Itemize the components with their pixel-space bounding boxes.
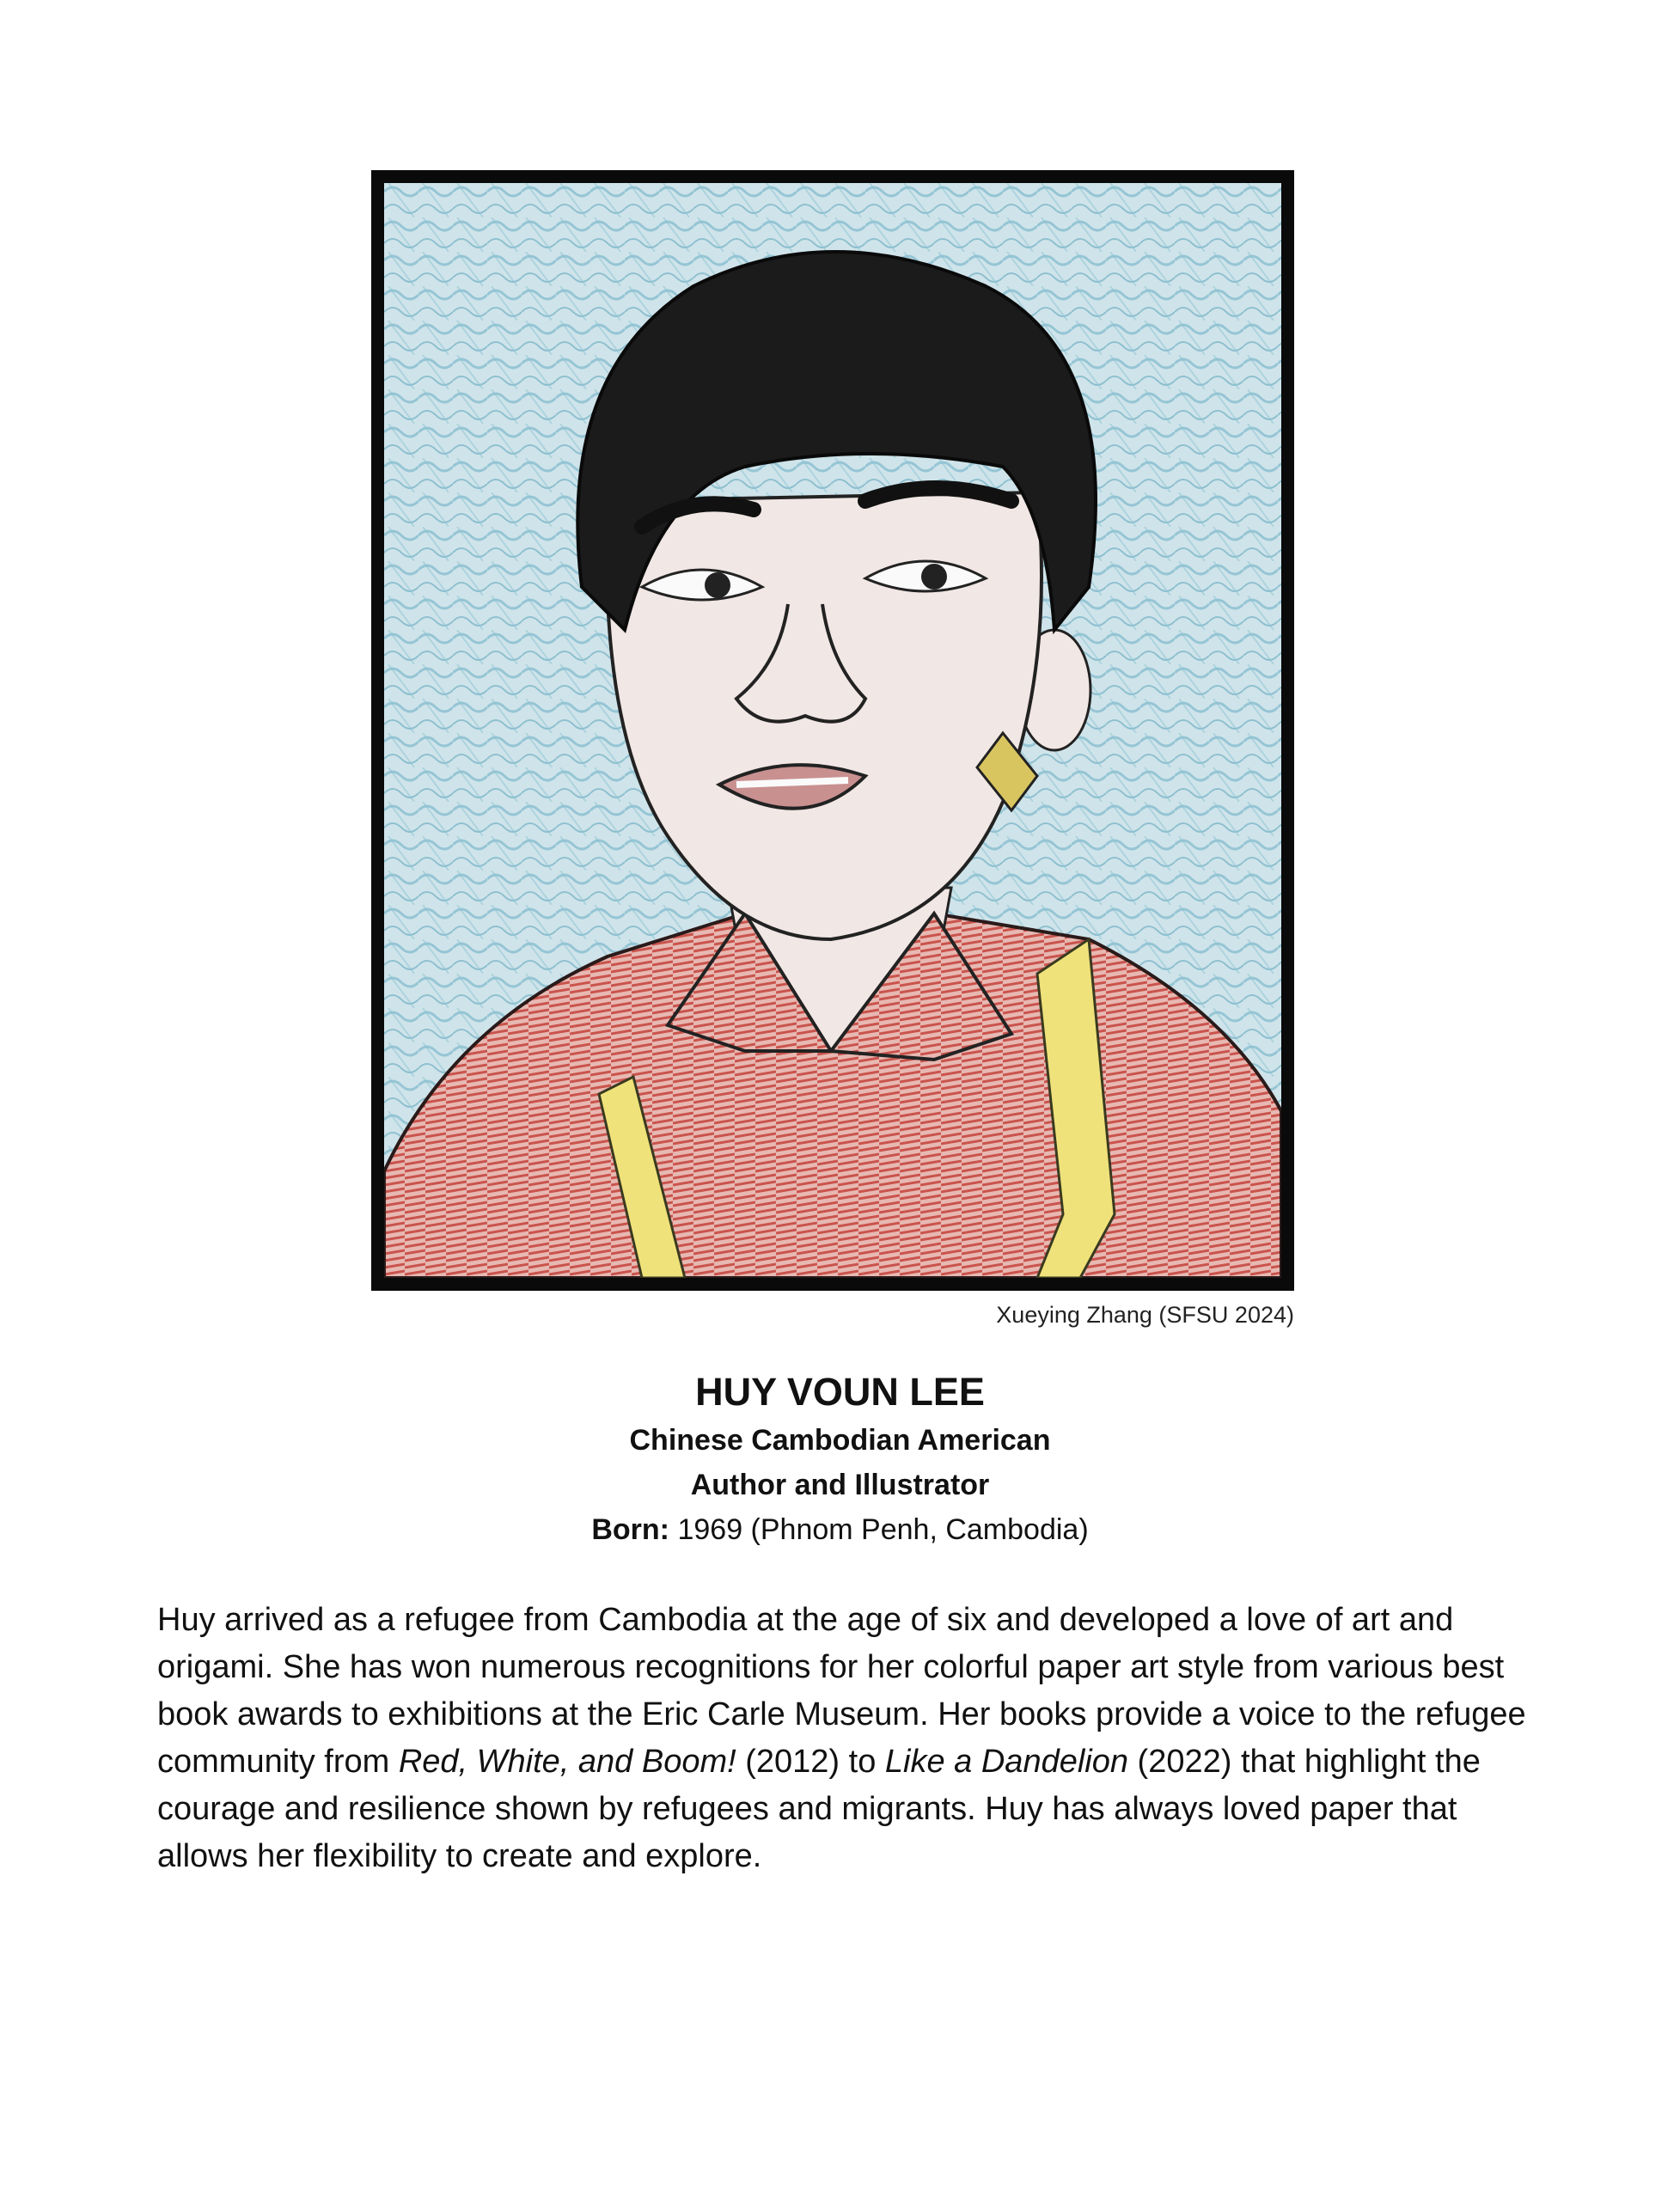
heritage: Chinese Cambodian American [629, 1424, 1051, 1457]
bio-part-1: Huy arrived as a refugee from Cambodia at the age of six and developed a love of art and origami. She has won numerous recognitions for her colorful paper art style from various best book awards to exhibitions at the Eric Carle Museum. Her books provide a voice to the refugee community from [157, 1602, 1526, 1780]
right-pupil [921, 564, 947, 590]
crayon-portrait-illustration [384, 183, 1281, 1278]
artist-credit: Xueying Zhang (SFSU 2024) [996, 1302, 1294, 1328]
bio-part-2: (2012) to [736, 1744, 885, 1780]
portrait-drawing [371, 170, 1294, 1291]
teeth [736, 780, 848, 785]
born-label: Born: [591, 1513, 670, 1546]
person-name: HUY VOUN LEE [695, 1370, 985, 1414]
biography-paragraph [157, 1597, 1532, 1880]
born-line [0, 1507, 1680, 1552]
born-value: 1969 (Phnom Penh, Cambodia) [669, 1513, 1089, 1546]
book-title-red-white-boom: Red, White, and Boom! [398, 1744, 736, 1780]
bio-part-3: (2022) that highlight the courage and resilience shown by refugees and migrants. Huy has always loved paper that allows her flexibility to create and explore. [157, 1744, 1481, 1874]
book-title-like-a-dandelion: Like a Dandelion [884, 1744, 1128, 1780]
role: Author and Illustrator [690, 1469, 990, 1501]
profile-header [0, 1366, 1680, 1552]
left-pupil [705, 572, 730, 598]
